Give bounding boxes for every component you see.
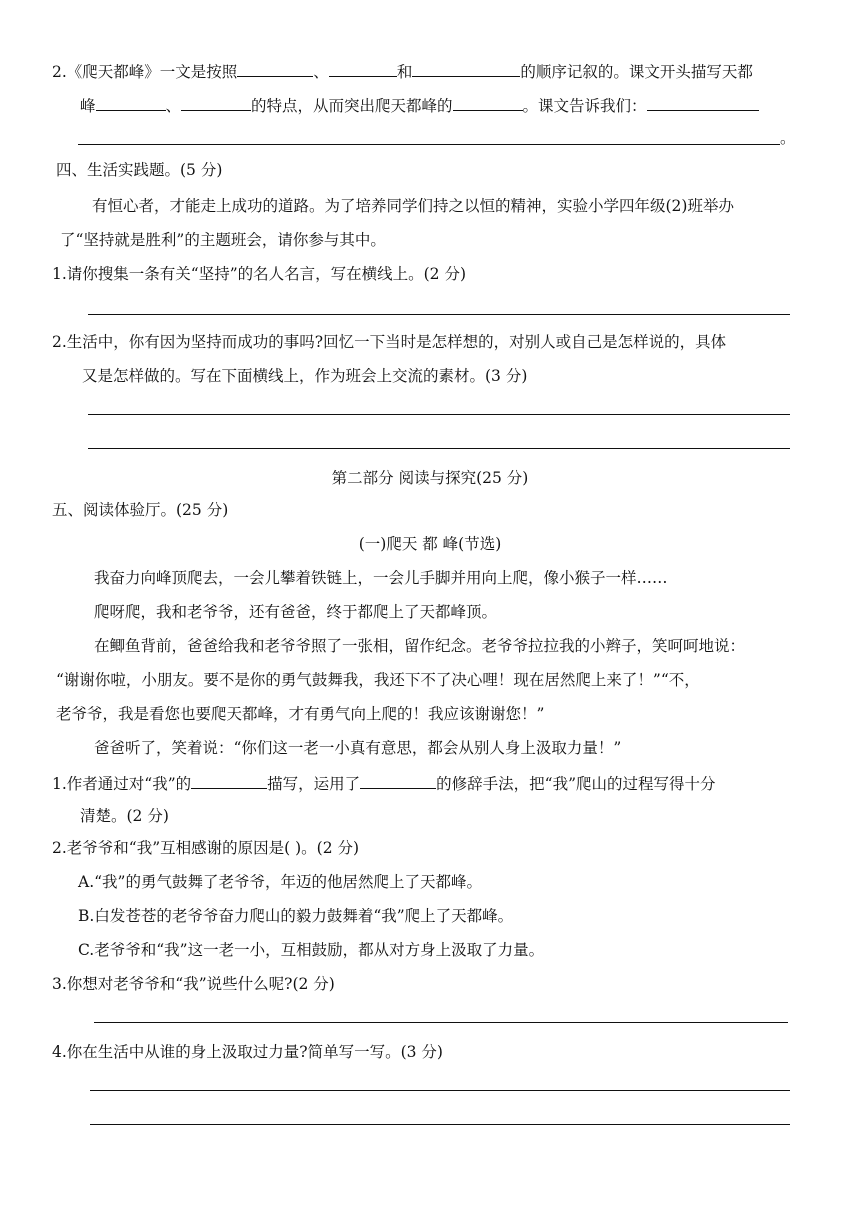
answer-line[interactable] [94,1022,788,1023]
q2-text: 的特点，从而突出爬天都峰的 [251,97,453,115]
paragraph-line: 爬呀爬，我和老爷爷，还有爸爸，终于都爬上了天都峰顶。 [94,603,498,621]
answer-blank[interactable] [412,60,520,77]
paragraph-line: “谢谢你啦，小朋友。要不是你的勇气鼓舞我，我还下不了决心哩！现在居然爬上来了！”“不， [56,671,700,689]
paragraph-line: 在鲫鱼背前，爸爸给我和老爷爷照了一张相，留作纪念。老爷爷拉拉我的小辫子，笑呵呵地说： [94,637,746,655]
passage-title: (一)爬天 都 峰(节选) [358,535,502,553]
answer-blank[interactable] [181,94,251,111]
separator: 、 [165,97,182,115]
period: 。 [780,129,796,147]
answer-line[interactable] [90,1124,790,1125]
answer-line[interactable] [88,414,790,415]
question-text: 清楚。(2 分) [80,807,169,825]
answer-line[interactable] [90,1090,790,1091]
answer-line[interactable] [78,144,780,145]
q2-text: 。课文告诉我们： [522,97,647,115]
question-text: 1.请你搜集一条有关“坚持”的名人名言，写在横线上。(2 分) [52,265,467,283]
paragraph-line: 老爷爷，我是看您也要爬天都峰，才有勇气向上爬的！我应该谢谢您！” [56,705,545,723]
answer-blank[interactable] [647,94,759,111]
question-text: 又是怎样做的。写在下面横线上，作为班会上交流的素材。(3 分) [82,367,528,385]
q2-text: 的顺序记叙的。课文开头描写天都 [520,63,753,81]
paragraph-line: 了“坚持就是胜利”的主题班会，请你参与其中。 [60,231,386,249]
question-text: 描写，运用了 [267,775,361,793]
paragraph-line: 爸爸听了，笑着说：“你们这一老一小真有意思，都会从别人身上汲取力量！” [94,739,622,757]
q2-text: 2.《爬天都峰》一文是按照 [52,63,238,81]
answer-blank[interactable] [453,94,523,111]
separator: 和 [396,63,413,81]
separator: 、 [313,63,329,81]
answer-blank[interactable] [329,60,397,77]
option-c: C.老爷爷和“我”这一老一小，互相鼓励，都从对方身上汲取了力量。 [78,941,545,959]
q2-text: 峰 [80,97,96,115]
answer-blank[interactable] [96,94,166,111]
section-heading: 五、阅读体验厅。(25 分) [52,501,229,519]
answer-line[interactable] [88,448,790,449]
question-text: 1.作者通过对“我”的 [52,775,192,793]
question-text: 2.生活中，你有因为坚持而成功的事吗?回忆一下当时是怎样想的，对别人或自己是怎样说的，具体 [52,333,727,351]
answer-blank[interactable] [360,772,436,789]
part-title: 第二部分 阅读与探究(25 分) [331,469,529,487]
question-text: 2.老爷爷和“我”互相感谢的原因是( )。(2 分) [52,839,360,857]
q2-line-2 [80,94,759,116]
option-b: B.白发苍苍的老爷爷奋力爬山的毅力鼓舞着“我”爬上了天都峰。 [78,907,514,925]
reading-q1-line-1 [52,772,716,794]
answer-line[interactable] [88,314,790,315]
q2-line-1 [52,60,753,82]
option-a: A.“我”的勇气鼓舞了老爷爷，年迈的他居然爬上了天都峰。 [78,873,482,891]
question-text: 3.你想对老爷爷和“我”说些什么呢?(2 分) [52,975,335,993]
question-text: 的修辞手法，把“我”爬山的过程写得十分 [436,775,716,793]
paragraph-line: 有恒心者，才能走上成功的道路。为了培养同学们持之以恒的精神，实验小学四年级(2)班举办 [92,197,734,215]
paragraph-line: 我奋力向峰顶爬去，一会儿攀着铁链上，一会儿手脚并用向上爬，像小猴子一样…… [94,569,668,587]
section-heading: 四、生活实践题。(5 分) [56,161,223,179]
question-text: 4.你在生活中从谁的身上汲取过力量?简单写一写。(3 分) [52,1043,443,1061]
answer-blank[interactable] [237,60,313,77]
answer-blank[interactable] [191,772,267,789]
